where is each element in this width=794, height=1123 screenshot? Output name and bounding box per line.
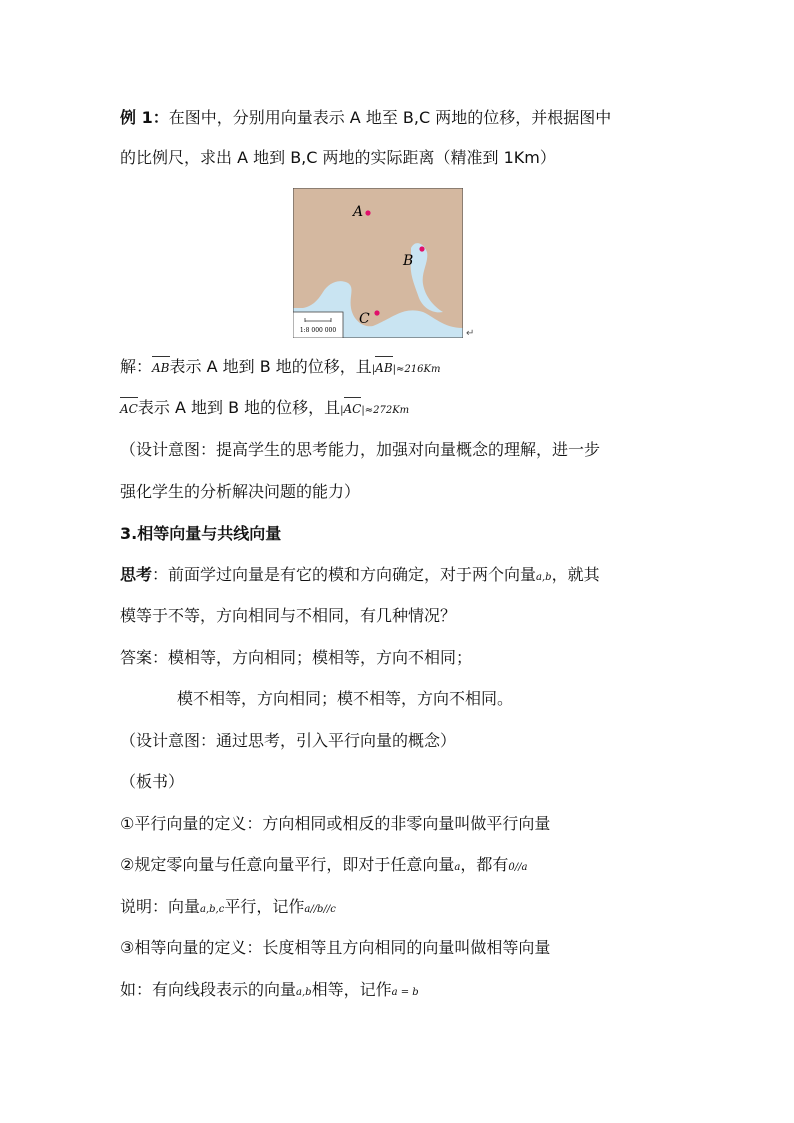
scale-text: 1:8 000 000 bbox=[299, 327, 337, 334]
def2-text: ②规定零向量与任意向量平行，即对于任意向量 bbox=[120, 855, 455, 874]
definition-zero-vector bbox=[120, 855, 527, 878]
design-intent-2: （设计意图：通过思考，引入平行向量的概念） bbox=[120, 731, 457, 750]
think-text-1b: ，就其 bbox=[551, 565, 600, 584]
def2-formula: 0//a bbox=[508, 862, 528, 873]
label-c: C bbox=[359, 311, 370, 327]
example2-text: 如：有向线段表示的向量 bbox=[120, 980, 297, 999]
note-line bbox=[120, 897, 336, 920]
map-figure bbox=[293, 188, 463, 338]
board-label: （板书） bbox=[120, 772, 185, 791]
vector-ac-abs: AC bbox=[344, 399, 362, 419]
point-b bbox=[419, 246, 424, 251]
label-a: A bbox=[353, 204, 364, 220]
think-vectors: a,b bbox=[536, 572, 552, 583]
example-line-2: 的比例尺，求出 A 地到 B,C 两地的实际距离（精准到 1Km） bbox=[120, 148, 556, 167]
scale-box bbox=[293, 312, 343, 338]
think-label: 思考 bbox=[120, 565, 153, 584]
note-text: 说明：向量 bbox=[120, 897, 201, 916]
distance-ac: ≈272Km bbox=[364, 405, 410, 416]
example-equal-line bbox=[120, 980, 419, 1003]
return-mark: ↵ bbox=[466, 328, 475, 339]
solution-prefix: 解： bbox=[120, 357, 153, 376]
think-line-1 bbox=[120, 565, 600, 588]
example2-vectors: a,b bbox=[296, 987, 312, 998]
solution-ac-text: 表示 A 地到 B 地的位移，且 bbox=[137, 398, 341, 417]
think-line-2: 模等于不等，方向相同与不相同，有几种情况？ bbox=[120, 606, 457, 625]
definition-equal-vector: ③相等向量的定义：长度相等且方向相同的向量叫做相等向量 bbox=[120, 938, 551, 957]
design-intent-1-line-1: （设计意图：提高学生的思考能力，加强对向量概念的理解，进一步 bbox=[120, 440, 601, 459]
distance-ab: ≈216Km bbox=[396, 364, 441, 375]
note-formula: a//b//c bbox=[304, 904, 336, 915]
note-mid: 平行，记作 bbox=[224, 897, 305, 916]
note-vectors: a,b,c bbox=[200, 904, 225, 915]
vector-ab-abs: AB bbox=[375, 358, 392, 378]
solution-line-ab: 解：AB表示 A 地到 B 地的位移，且|AB|≈216Km bbox=[120, 357, 441, 376]
solution-ab-text: 表示 A 地到 B 地的位移，且 bbox=[169, 357, 372, 376]
definition-parallel: ①平行向量的定义：方向相同或相反的非零向量叫做平行向量 bbox=[120, 814, 551, 833]
section-title: 3.相等向量与共线向量 bbox=[120, 524, 282, 543]
def2-mid: ，都有 bbox=[460, 855, 509, 874]
example-label: 例 1： bbox=[120, 108, 169, 127]
example-text-1: 在图中，分别用向量表示 A 地至 B,C 两地的位移，并根据图中 bbox=[168, 108, 612, 127]
example2-mid: 相等，记作 bbox=[311, 980, 392, 999]
example2-formula: a = b bbox=[391, 987, 419, 998]
think-text-1: ：前面学过向量是有它的模和方向确定，对于两个向量 bbox=[152, 565, 537, 584]
point-a bbox=[365, 210, 370, 215]
answer-line-1: 答案：模相等，方向相同；模相等，方向不相同； bbox=[120, 648, 473, 667]
example-line-1 bbox=[120, 108, 611, 128]
point-c bbox=[374, 310, 379, 315]
solution-line-ac: AC表示 A 地到 B 地的位移，且|AC|≈272Km bbox=[120, 398, 410, 417]
answer-line-2: 模不相等，方向相同；模不相等，方向不相同。 bbox=[177, 689, 514, 708]
label-b: B bbox=[403, 253, 414, 269]
vector-ac: AC bbox=[120, 399, 138, 419]
def2-vector: a bbox=[454, 862, 461, 873]
design-intent-1-line-2: 强化学生的分析解决问题的能力） bbox=[120, 482, 361, 501]
vector-ab: AB bbox=[152, 358, 169, 378]
